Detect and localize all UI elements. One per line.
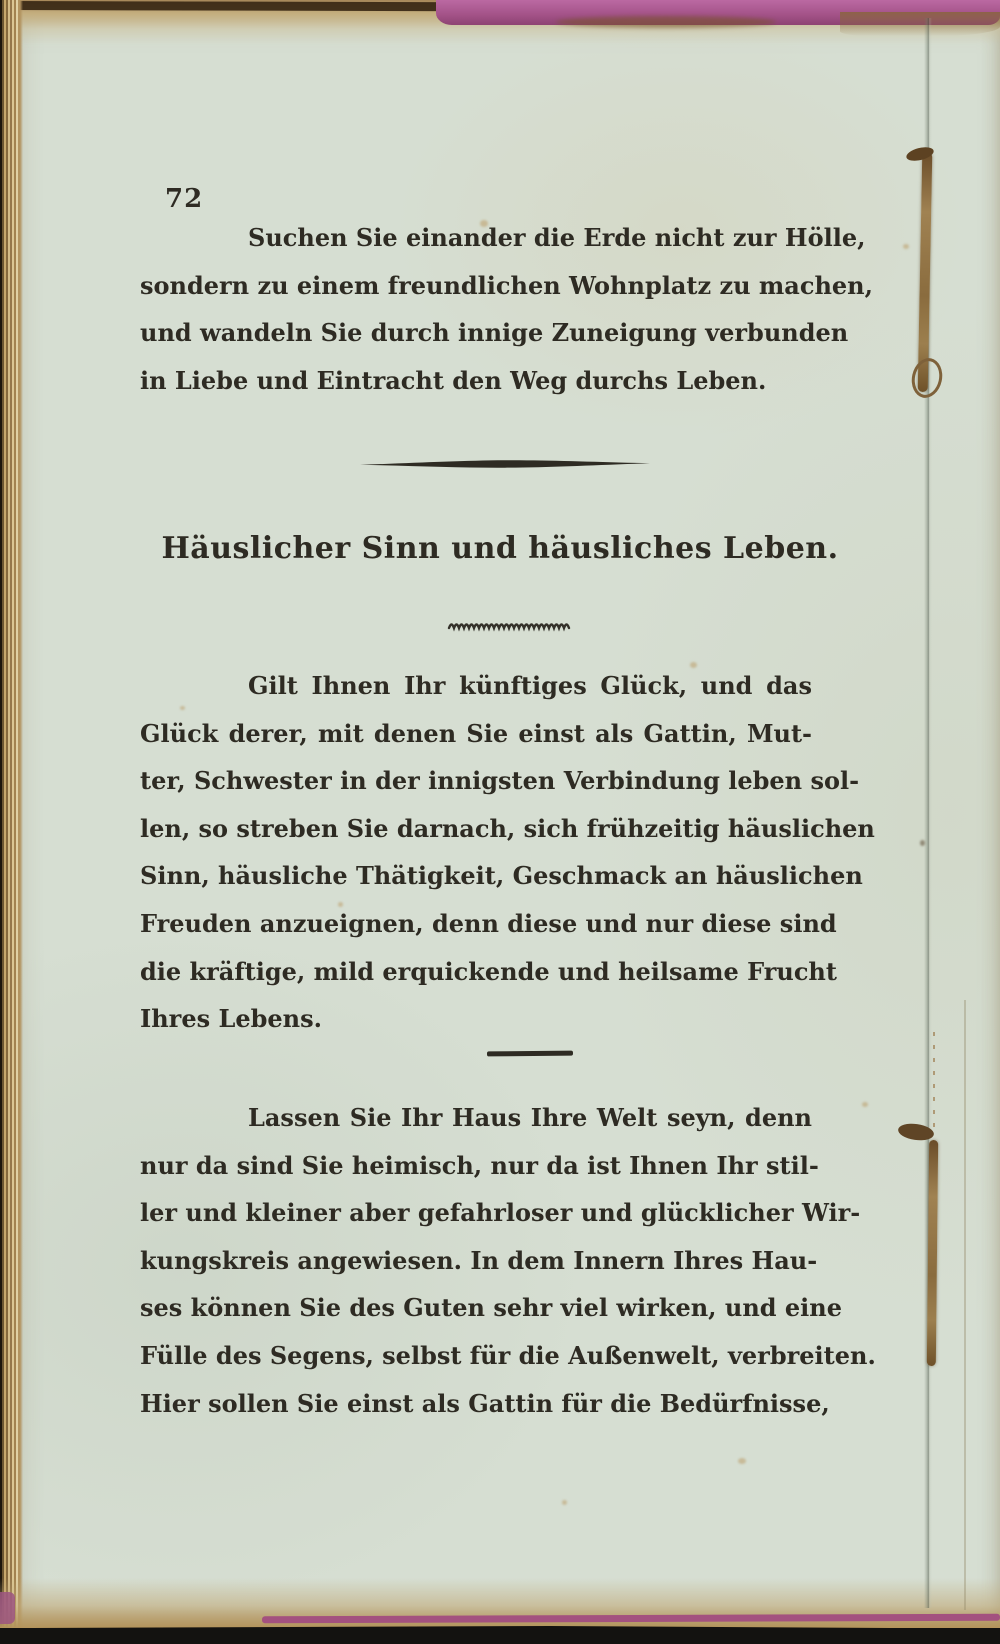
page-number: 72 — [165, 184, 204, 214]
text-line: und wandeln Sie durch innige Zuneigung verbunden — [140, 318, 849, 348]
short-rule-divider — [487, 1051, 573, 1057]
text-line: die kräftige, mild erquickende und heilsame Frucht — [140, 956, 837, 986]
swelled-rule-divider — [360, 458, 650, 470]
paragraph-intro — [140, 214, 873, 404]
text-line: ses können Sie des Guten sehr viel wirken, und eine — [140, 1293, 843, 1323]
underlying-page-edge — [964, 1000, 966, 1610]
paragraph-closing — [140, 1094, 876, 1427]
text-line: Hier sollen Sie einst als Gattin für die Bedürfnisse, — [140, 1388, 830, 1418]
torn-paper-edge — [840, 12, 1000, 36]
page-fore-edges — [0, 0, 24, 1628]
foxing-spot — [562, 1500, 567, 1505]
binding-thread-bottom — [927, 1140, 938, 1366]
text-line: ler und kleiner aber gefahrloser und glücklicher Wir- — [140, 1198, 861, 1228]
paragraph-main — [140, 662, 875, 1043]
text-line: Lassen Sie Ihr Haus Ihre Welt seyn, denn — [248, 1103, 812, 1132]
section-heading: Häuslicher Sinn und häusliches Leben. — [161, 531, 839, 566]
foxing-spot — [862, 1102, 868, 1107]
foxing-spot — [738, 1458, 746, 1464]
text-line: Gilt Ihnen Ihr künftiges Glück, und das — [248, 671, 812, 700]
text-line: Ihres Lebens. — [140, 1004, 322, 1034]
foxing-spot — [903, 244, 909, 249]
crease-stitch-dots — [933, 1032, 935, 1130]
text-line: nur da sind Sie heimisch, nur da ist Ihnen Ihr stil- — [140, 1150, 819, 1180]
text-line: sondern zu einem freundlichen Wohnplatz zu machen, — [140, 270, 873, 300]
text-line: Glück derer, mit denen Sie einst als Gattin, Mut- — [140, 718, 812, 748]
squiggle-ornament — [447, 620, 571, 632]
text-line: Suchen Sie einander die Erde nicht zur Hölle, — [248, 223, 866, 252]
text-line: len, so streben Sie darnach, sich frühzeitig häuslichen — [140, 813, 875, 843]
text-line: Freuden anzueignen, denn diese und nur diese sind — [140, 908, 837, 938]
cover-magenta-corner — [0, 1592, 15, 1624]
text-line: in Liebe und Eintracht den Weg durchs Leben. — [140, 365, 767, 395]
text-line: Fülle des Segens, selbst für die Außenwelt, verbreiten. — [140, 1340, 876, 1370]
binding-thread-loop — [908, 355, 946, 400]
foxing-spot — [920, 840, 925, 846]
text-line: Sinn, häusliche Thätigkeit, Geschmack an häuslichen — [140, 861, 863, 891]
text-line: kungskreis angewiesen. In dem Innern Ihres Hau- — [140, 1245, 818, 1275]
text-line: ter, Schwester in der innigsten Verbindung leben sol- — [140, 766, 860, 796]
